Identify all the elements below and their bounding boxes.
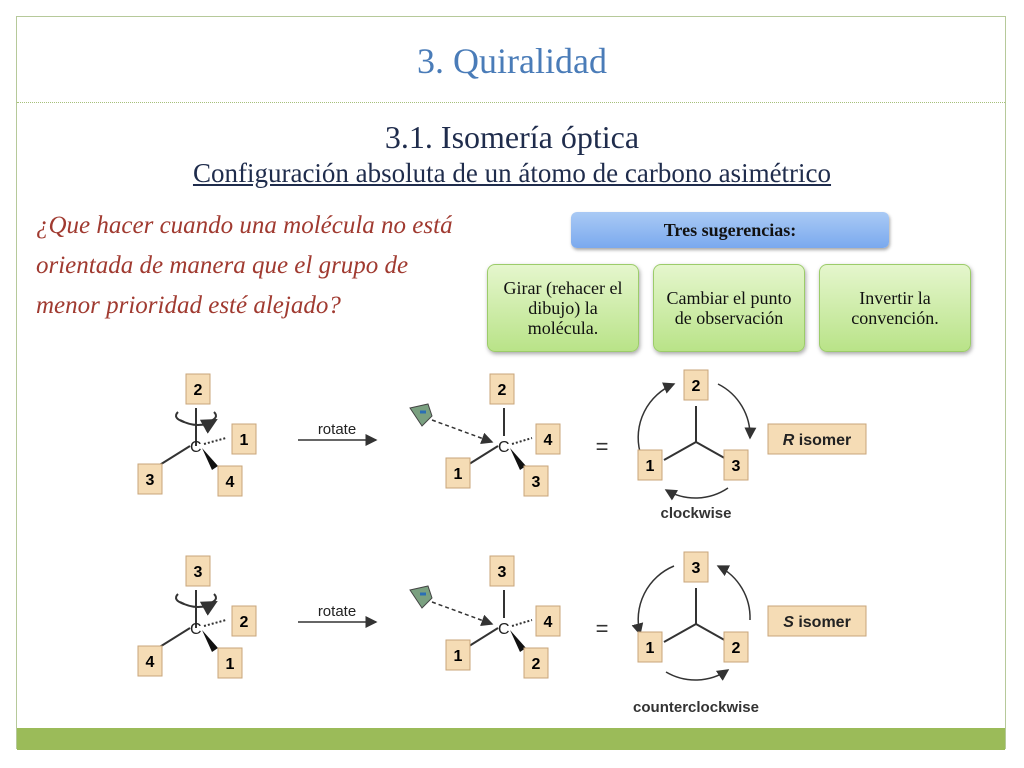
equals-sign: =	[595, 616, 609, 641]
cycle-top: 3	[691, 560, 701, 577]
carbon-label: C	[190, 439, 202, 456]
cycle-right: 2	[731, 640, 741, 657]
cycle-top: 2	[691, 378, 701, 395]
row2-start-molecule	[138, 556, 256, 678]
title-divider	[17, 102, 1005, 103]
sub-wedge: 3	[531, 474, 541, 491]
carbon-label: C	[498, 621, 510, 638]
eye-icon	[410, 404, 432, 426]
sub-wedge: 1	[225, 656, 235, 673]
sub-wedge: 4	[225, 474, 235, 491]
sub-left: 3	[145, 472, 155, 489]
footer-accent-bar	[17, 728, 1005, 750]
svg-text:S isomer	[783, 614, 851, 631]
carbon-label: C	[498, 439, 510, 456]
row1-rotated-molecule	[410, 374, 560, 496]
svg-text:R isomer	[783, 432, 851, 449]
row2-isomer-badge	[768, 606, 866, 636]
isomer-word: isomer	[794, 432, 852, 449]
suggestion-box-rotate: Girar (rehacer el dibujo) la molécula.	[487, 264, 639, 352]
sub-top: 2	[193, 382, 203, 399]
sub-top: 3	[193, 564, 203, 581]
sub-top: 3	[497, 564, 507, 581]
direction-label: counterclockwise	[633, 699, 759, 716]
cycle-left: 1	[645, 458, 655, 475]
section-heading: 3.1. Isomería óptica	[384, 119, 640, 155]
slide-title: 3. Quiralidad	[417, 41, 607, 81]
sub-right: 1	[239, 432, 249, 449]
equals-sign: =	[595, 434, 609, 459]
row1-isomer-badge	[768, 424, 866, 454]
suggestions-header: Tres sugerencias:	[571, 212, 889, 248]
isomer-letter: R	[782, 432, 795, 449]
sub-left: 1	[453, 466, 463, 483]
sub-left: 1	[453, 648, 463, 665]
sub-wedge: 2	[531, 656, 541, 673]
row1-rotate-arrow	[298, 421, 376, 440]
cycle-right: 3	[731, 458, 741, 475]
sub-left: 4	[145, 654, 155, 671]
rotate-label: rotate	[317, 421, 357, 438]
sub-top: 2	[497, 382, 507, 399]
direction-label: clockwise	[660, 505, 732, 522]
row2-rotated-molecule	[410, 556, 560, 678]
isomer-word: isomer	[793, 614, 851, 631]
carbon-label: C	[190, 621, 202, 638]
row2-priority-cycle	[633, 552, 759, 716]
suggestion-box-invert: Invertir la convención.	[819, 264, 971, 352]
row2-rotate-arrow	[298, 603, 376, 622]
row1-priority-cycle	[638, 370, 750, 522]
isomer-letter: S	[783, 614, 794, 631]
row1-start-molecule	[138, 374, 256, 496]
sub-right: 4	[543, 432, 553, 449]
question-text: ¿Que hacer cuando una molécula no está orientada de manera que el grupo de menor prioridad esté alejado?	[36, 212, 453, 319]
rotate-label: rotate	[317, 603, 357, 620]
sub-right: 4	[543, 614, 553, 631]
suggestion-box-viewpoint: Cambiar el punto de observación	[653, 264, 805, 352]
rs-rotation-diagram	[120, 362, 880, 724]
section-subheading: Configuración absoluta de un átomo de carbono asimétrico	[192, 158, 832, 188]
cycle-left: 1	[645, 640, 655, 657]
eye-icon	[410, 586, 432, 608]
sub-right: 2	[239, 614, 249, 631]
